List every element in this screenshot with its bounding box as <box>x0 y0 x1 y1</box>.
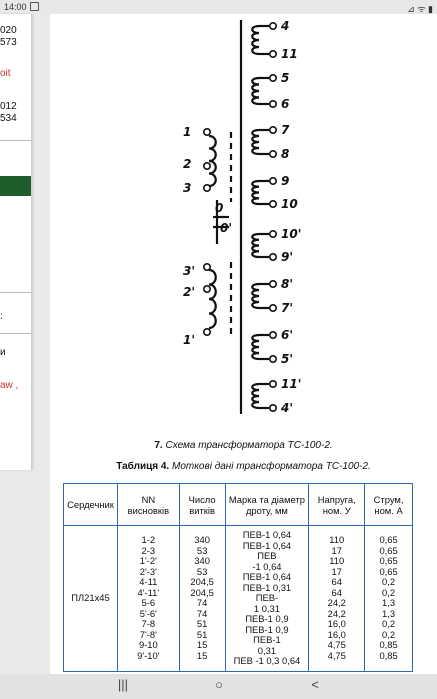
strip-text: 020 <box>0 25 17 36</box>
strip-text: 573 <box>0 37 17 48</box>
cell-line: 0,65 <box>379 534 398 546</box>
terminal-label: 7 <box>281 123 290 137</box>
terminal-dot <box>204 129 210 135</box>
terminal-dot <box>204 163 210 169</box>
cell-line: 17 <box>331 544 342 556</box>
cell-line: ПЕВ-1 0,64 <box>242 539 292 551</box>
cell-line: 0,85 <box>379 649 398 661</box>
strip-text: 534 <box>0 113 17 124</box>
cell-line: 0,65 <box>379 555 398 567</box>
cell-turns <box>179 526 225 672</box>
strip-green-bar <box>0 176 32 196</box>
secondary-winding <box>252 130 259 154</box>
secondary-winding <box>252 26 259 54</box>
cell-line: 110 <box>329 534 345 546</box>
cell-line: 4'-11' <box>137 586 160 598</box>
table-caption-text: Моткові дані трансформатора ТС-100-2. <box>171 461 371 472</box>
cell-line: 0,2 <box>382 586 396 598</box>
cell-line: -1 0,64 <box>252 560 282 572</box>
header-terminals: NN висновків <box>117 484 179 526</box>
cell-line: 15 <box>196 639 208 651</box>
terminal-dot <box>270 254 276 260</box>
cell-line: 1'-2' <box>139 555 157 567</box>
cell-line: 340 <box>194 534 210 546</box>
terminal-label: 0 <box>215 201 224 215</box>
terminal-dot <box>204 329 210 335</box>
terminal-label: 2' <box>183 285 196 299</box>
strip-link-text[interactable]: oit <box>0 68 11 79</box>
header-wire: Марка та діаметр дроту, мм <box>225 484 309 526</box>
strip-divider <box>0 140 32 141</box>
terminal-dot <box>270 405 276 411</box>
cell-line: 64 <box>331 586 342 598</box>
cell-line: ПЕВ-1 <box>253 634 281 645</box>
terminal-dot <box>270 127 276 133</box>
cell-line: 204,5 <box>190 576 214 588</box>
terminal-dot <box>204 185 210 191</box>
cell-line: 204,5 <box>190 586 214 598</box>
cell-line: ПЕВ-1 0,64 <box>242 529 292 540</box>
secondary-winding <box>252 335 259 359</box>
cell-line: 74 <box>196 597 208 609</box>
cell-line: ПЕВ- <box>255 592 279 603</box>
strip-link-text[interactable]: aw , <box>0 380 19 391</box>
cell-wire <box>225 526 309 672</box>
cell-line: 1,3 <box>382 597 396 609</box>
cell-line: 51 <box>196 628 208 640</box>
terminal-dot <box>270 51 276 57</box>
cell-line: 0,2 <box>382 618 396 630</box>
header-voltage: Напруга, ном. У <box>309 484 365 526</box>
cell-line: 17 <box>331 565 342 577</box>
cell-line: 24,2 <box>327 597 346 609</box>
cell-line: 0,2 <box>382 576 396 588</box>
terminal-label: 0' <box>220 221 233 235</box>
cell-line: 4,75 <box>327 639 346 651</box>
terminal-label: 9' <box>281 250 294 264</box>
terminal-dot <box>270 75 276 81</box>
cell-line: 9'-10' <box>137 649 160 661</box>
terminal-label: 4' <box>281 401 294 415</box>
terminal-dot <box>270 151 276 157</box>
cell-line: 53 <box>196 565 208 577</box>
terminal-dot <box>270 201 276 207</box>
terminal-dot <box>270 281 276 287</box>
cell-line: ПЕВ-1 0,9 <box>245 623 289 635</box>
cell-line: 15 <box>196 649 208 661</box>
terminal-label: 11' <box>281 377 302 391</box>
cell-line: 9-10 <box>138 639 158 651</box>
cell-line: 16,0 <box>327 618 346 630</box>
terminal-label: 5' <box>281 352 294 366</box>
terminal-dot <box>270 356 276 362</box>
secondary-winding <box>252 384 259 408</box>
gallery-notification-icon <box>30 2 39 11</box>
figure-caption-text: Схема трансформатора ТС-100-2. <box>165 440 333 451</box>
cell-line: 64 <box>331 576 342 588</box>
strip-divider <box>0 333 32 334</box>
terminal-label: 7' <box>281 301 294 315</box>
secondary-winding <box>252 284 259 308</box>
terminal-dot <box>270 101 276 107</box>
terminal-label: 9 <box>281 174 290 188</box>
terminal-dot <box>270 23 276 29</box>
terminal-label: 8 <box>281 147 290 161</box>
cell-line: 5'-6' <box>139 607 157 619</box>
terminal-dot <box>270 381 276 387</box>
table-caption <box>50 461 437 472</box>
terminal-label: 6' <box>281 328 294 342</box>
terminal-dot <box>270 332 276 338</box>
terminal-label: 10' <box>281 227 302 241</box>
primary-winding <box>209 136 216 186</box>
cell-line: 2-3 <box>141 544 156 556</box>
cell-line: ПЕВ-1 0,64 <box>242 571 292 582</box>
document-page[interactable] <box>50 14 437 674</box>
transformer-schematic <box>177 14 308 429</box>
terminal-label: 4 <box>281 19 290 33</box>
home-button[interactable]: ○ <box>215 677 223 692</box>
winding-data-table <box>63 483 413 672</box>
terminal-label: 1 <box>183 125 192 139</box>
terminal-dot <box>204 264 210 270</box>
back-button[interactable]: < <box>311 677 319 692</box>
terminal-label: 3' <box>183 264 196 278</box>
figure-caption <box>50 440 437 451</box>
strip-text: 012 <box>0 101 17 112</box>
cell-line: 7-8 <box>141 618 156 630</box>
cell-line: ПЕВ-1 0,31 <box>242 581 292 593</box>
cell-line: 1,3 <box>382 607 396 619</box>
cell-line: 7'-8' <box>139 628 157 640</box>
cell-line: 1 0,31 <box>253 602 280 614</box>
cell-core: ПЛ21х45 <box>64 526 118 672</box>
secondary-winding <box>252 78 259 104</box>
schematic-labels <box>183 19 301 415</box>
table-header-row <box>64 484 413 526</box>
terminal-label: 1' <box>183 333 196 347</box>
figure-number: 7. <box>154 440 163 451</box>
status-bar <box>0 0 437 14</box>
secondary-winding <box>252 234 259 257</box>
recents-button[interactable]: ||| <box>117 677 129 692</box>
table-row <box>64 526 413 672</box>
terminal-label: 5 <box>281 71 290 85</box>
terminal-dot <box>204 286 210 292</box>
cell-voltage <box>309 526 365 672</box>
cell-line: 0,65 <box>379 544 398 556</box>
cell-line: 2'-3' <box>139 565 157 577</box>
terminal-label: 6 <box>281 97 290 111</box>
strip-text: и <box>0 347 6 358</box>
schematic-drawing <box>204 20 276 414</box>
cell-line: 0,65 <box>379 565 398 577</box>
cell-line: 340 <box>194 555 210 567</box>
primary-winding <box>209 270 216 328</box>
terminal-label: 10 <box>281 197 298 211</box>
cell-line: 0,31 <box>257 644 277 656</box>
header-current: Струм, ном. А <box>365 484 413 526</box>
cell-line: 4,75 <box>327 649 346 661</box>
cell-line: 1-2 <box>141 534 156 546</box>
terminal-label: 3 <box>183 181 192 195</box>
terminal-dot <box>270 231 276 237</box>
terminal-dot <box>270 178 276 184</box>
cell-line: 5-6 <box>141 597 156 609</box>
cell-line: 4-11 <box>139 576 158 588</box>
cell-line: ПЕВ <box>257 550 277 561</box>
cell-line: 24,2 <box>327 607 346 619</box>
terminal-label: 8' <box>281 277 294 291</box>
background-page-strip <box>0 14 32 470</box>
terminal-dot <box>270 305 276 311</box>
navigation-bar <box>0 674 437 699</box>
strip-text: : <box>0 311 3 322</box>
system-status-icons: ⊿ ᯤ ▮ <box>407 4 433 14</box>
cell-line: 53 <box>196 544 208 556</box>
cell-line: 51 <box>196 618 208 630</box>
status-time: 14:00 <box>4 2 27 12</box>
strip-divider <box>0 292 32 293</box>
cell-line: 0,2 <box>382 628 396 640</box>
cell-line: ПЕВ-1 0,9 <box>245 613 289 624</box>
cell-line: ПЕВ -1 0,3 0,64 <box>233 655 301 666</box>
cell-current <box>365 526 413 672</box>
cell-line: 16,0 <box>327 628 346 640</box>
table-label: Таблиця 4. <box>116 461 170 472</box>
cell-line: 0,85 <box>379 639 398 651</box>
cell-terminals <box>117 526 179 672</box>
cell-line: 110 <box>329 555 345 567</box>
terminal-label: 11 <box>281 47 298 61</box>
header-turns: Число витків <box>179 484 225 526</box>
cell-line: 74 <box>196 607 208 619</box>
terminal-label: 2 <box>183 157 192 171</box>
header-core: Сердечник <box>64 484 118 526</box>
secondary-winding <box>252 181 259 204</box>
